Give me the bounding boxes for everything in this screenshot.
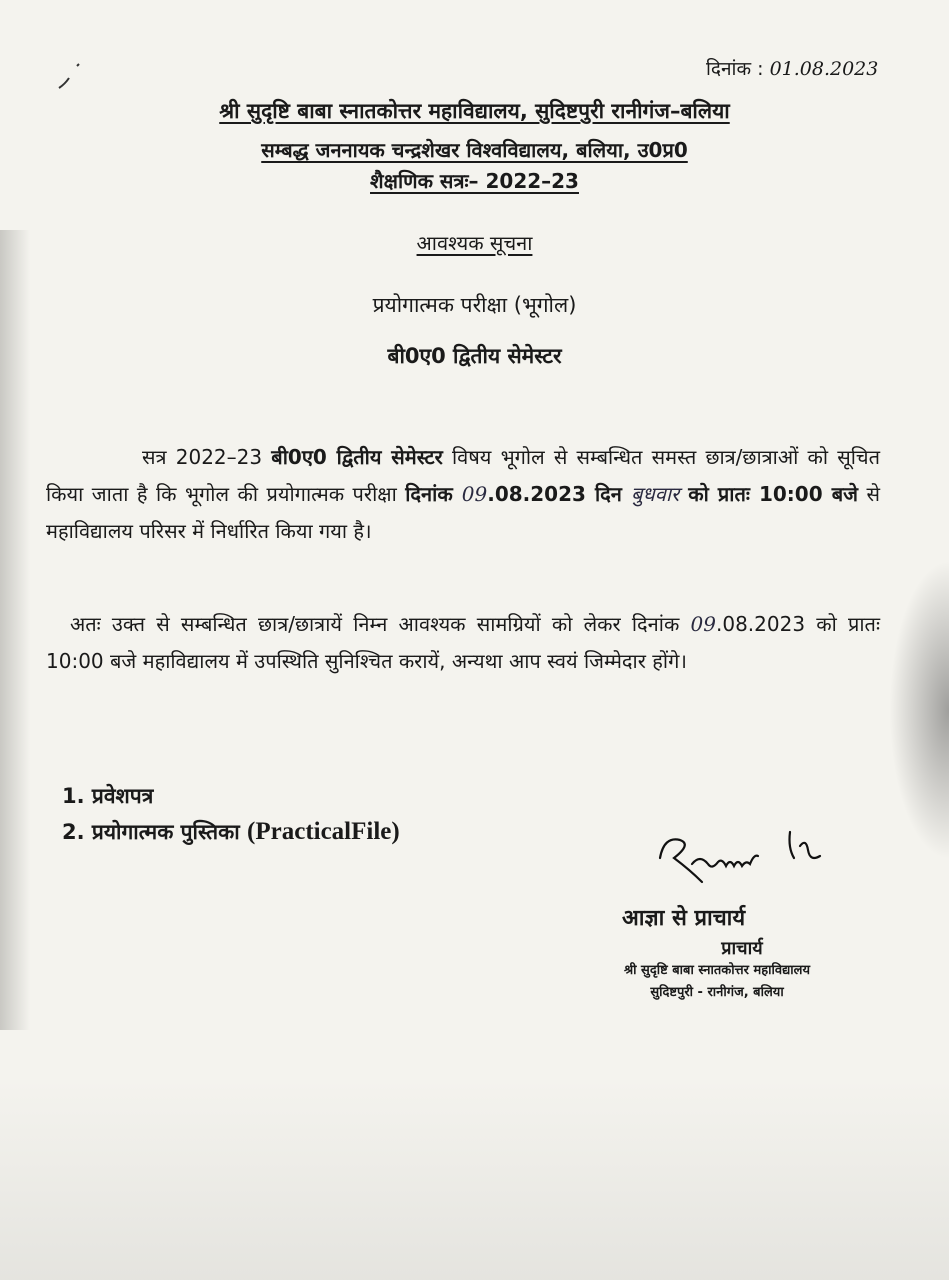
paragraph-1 (46, 439, 880, 550)
p2-date-day-handwritten: 09 (690, 612, 716, 636)
list-item-number: 1. (62, 784, 85, 808)
list-item-english: (PracticalFile) (247, 818, 400, 845)
page-shadow-bottom (0, 1080, 949, 1280)
p1-date-label: दिनांक (405, 482, 462, 506)
affiliation-text: सम्बद्ध जननायक चन्द्रशेखर विश्वविद्यालय, बलिया, उ0प्र0 (261, 138, 688, 162)
p1-date-rest: .08.2023 दिन (487, 482, 631, 506)
notice-title-text: आवश्यक सूचना (416, 231, 533, 255)
college-name (0, 97, 949, 125)
list-item-text: प्रयोगात्मक पुस्तिका (91, 820, 248, 844)
session-text: शैक्षणिक सत्रः– 2022–23 (370, 169, 579, 193)
page-shadow-right (889, 560, 949, 860)
list-item-text: प्रवेशपत्र (91, 784, 154, 808)
p1-weekday-handwritten: बुधवार (630, 482, 680, 506)
list-item (62, 818, 400, 846)
date-value: 01.08.2023 (769, 58, 879, 80)
list-item (62, 782, 153, 810)
session (0, 167, 949, 194)
notice-title (0, 229, 949, 256)
stamp-title: प्राचार्य (721, 938, 763, 959)
semester: बी0ए0 द्वितीय सेमेस्टर (387, 344, 562, 368)
principal-signature (650, 818, 840, 893)
date-label: दिनांक : (706, 58, 764, 80)
p1-time: को प्रातः 10:00 बजे (679, 482, 858, 506)
by-order-of-principal: आज्ञा से प्राचार्य (622, 906, 746, 931)
exam-subject: प्रयोगात्मक परीक्षा (भूगोल) (372, 293, 577, 317)
affiliation (0, 136, 949, 163)
p1-text-a: सत्र 2022–23 (142, 445, 272, 469)
p2-text-a: अतः उक्त से सम्बन्धित छात्र/छात्रायें निम्न आवश्यक सामग्रियों को लेकर दिनांक (70, 612, 691, 636)
p1-text-c: विषय भूगोल से सम्बन्धित समस्त छात्र/छात्राओं को सूचित किया जाता है कि भूगोल की प्रयोगात्मक परीक्षा (46, 445, 880, 506)
p1-date-day-handwritten: 09 (461, 482, 488, 506)
list-item-number: 2. (62, 820, 85, 844)
date-line (706, 55, 878, 81)
principal-stamp (592, 936, 842, 1004)
p2-text-c: .08.2023 को प्रातः 10:00 बजे महाविद्यालय में उपस्थिति सुनिश्चित करायें, अन्यथा आप स्वयं जिम्मेदार होंगे। (46, 612, 880, 673)
paragraph-2 (46, 606, 880, 680)
p1-text-g: से महाविद्यालय परिसर में निर्धारित किया गया है। (46, 482, 880, 543)
stamp-line-2: सुदिष्टपुरी - रानीगंज, बलिया (650, 985, 784, 1000)
p1-semester-bold: बी0ए0 द्वितीय सेमेस्टर (271, 445, 443, 469)
stamp-line-1: श्री सुदृष्टि बाबा स्नातकोत्तर महाविद्यालय (623, 963, 811, 978)
college-name-text: श्री सुदृष्टि बाबा स्नातकोत्तर महाविद्यालय, सुदिष्टपुरी रानीगंज–बलिया (219, 99, 730, 123)
pen-mark-icon (55, 58, 95, 98)
